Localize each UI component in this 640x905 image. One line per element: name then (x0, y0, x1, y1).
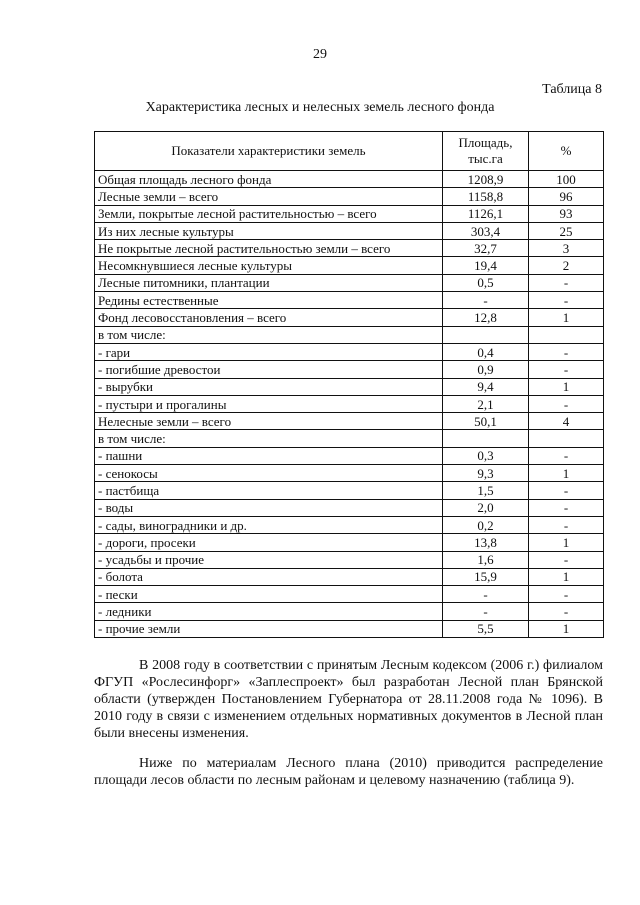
row-percent: 93 (529, 205, 604, 222)
row-label: - пески (95, 586, 443, 603)
table-row (95, 292, 604, 309)
row-label: Земли, покрытые лесной растительностью – всего (95, 205, 443, 222)
page-number: 29 (313, 47, 327, 62)
paragraph-distribution: Ниже по материалам Лесного плана (2010) приводится распределение площади лесов области по лесным районам и целевому назначению (таблица 9). (94, 756, 603, 788)
row-percent: 25 (529, 222, 604, 239)
row-percent (529, 326, 604, 343)
row-area: 12,8 (443, 309, 529, 326)
row-area: 2,0 (443, 499, 529, 516)
row-area: 13,8 (443, 534, 529, 551)
header-percent: % (529, 132, 604, 171)
row-label: - пастбища (95, 482, 443, 499)
table-row (95, 620, 604, 637)
row-percent: - (529, 499, 604, 516)
row-percent: 2 (529, 257, 604, 274)
table-row (95, 378, 604, 395)
row-area: 9,4 (443, 378, 529, 395)
table-row (95, 568, 604, 585)
row-area: 5,5 (443, 620, 529, 637)
row-percent: - (529, 395, 604, 412)
row-label: Лесные земли – всего (95, 188, 443, 205)
table-row (95, 274, 604, 291)
row-percent: 4 (529, 413, 604, 430)
row-percent: - (529, 603, 604, 620)
row-label: Несомкнувшиеся лесные культуры (95, 257, 443, 274)
row-area: - (443, 586, 529, 603)
row-label: - погибшие древостои (95, 361, 443, 378)
row-percent: - (529, 586, 604, 603)
row-area (443, 326, 529, 343)
row-percent: - (529, 482, 604, 499)
table-row (95, 395, 604, 412)
row-percent: 1 (529, 534, 604, 551)
row-percent: 3 (529, 240, 604, 257)
row-label: Общая площадь лесного фонда (95, 171, 443, 188)
row-area: - (443, 603, 529, 620)
paragraph-forest-plan: В 2008 году в соответствии с принятым Лесным кодексом (2006 г.) филиалом ФГУП «Рослесинфорг» «Заплеспроект» был разработан Лесной план Брянской области (утвержден Постановлением Губернатора от 28.11.2008 года № 1096). В 2010 году в связи с изменением отдельных нормативных документов в Лесной план были внесены изменения. (94, 658, 603, 741)
row-percent: 1 (529, 465, 604, 482)
table-row (95, 534, 604, 551)
row-area: 1208,9 (443, 171, 529, 188)
row-area: 1126,1 (443, 205, 529, 222)
row-label: - усадьбы и прочие (95, 551, 443, 568)
land-characteristics-table (94, 131, 604, 638)
header-area: Площадь, тыс.га (443, 132, 529, 171)
table-row (95, 240, 604, 257)
row-label: Не покрытые лесной растительностью земли – всего (95, 240, 443, 257)
row-percent: - (529, 343, 604, 360)
row-area: 0,3 (443, 447, 529, 464)
row-area: 0,2 (443, 516, 529, 533)
table-row (95, 551, 604, 568)
row-percent: 1 (529, 568, 604, 585)
row-area: 1,6 (443, 551, 529, 568)
table-row (95, 171, 604, 188)
row-label: - вырубки (95, 378, 443, 395)
table-row (95, 430, 604, 447)
row-label: - ледники (95, 603, 443, 620)
table-row (95, 516, 604, 533)
row-area: 19,4 (443, 257, 529, 274)
header-indicator: Показатели характеристики земель (95, 132, 443, 171)
table-row (95, 413, 604, 430)
row-label: - болота (95, 568, 443, 585)
row-area: 1158,8 (443, 188, 529, 205)
row-percent: - (529, 361, 604, 378)
row-percent: - (529, 292, 604, 309)
row-percent: - (529, 274, 604, 291)
table-row (95, 205, 604, 222)
row-percent: 1 (529, 309, 604, 326)
table-row (95, 447, 604, 464)
table-body (95, 171, 604, 638)
row-label: Редины естественные (95, 292, 443, 309)
row-label: - пашни (95, 447, 443, 464)
table-header-row (95, 132, 604, 171)
table-row (95, 222, 604, 239)
row-label: - воды (95, 499, 443, 516)
row-percent: 100 (529, 171, 604, 188)
row-label: - гари (95, 343, 443, 360)
row-label: - дороги, просеки (95, 534, 443, 551)
table-title: Характеристика лесных и нелесных земель лесного фонда (145, 100, 495, 115)
row-area: 1,5 (443, 482, 529, 499)
row-label: в том числе: (95, 430, 443, 447)
row-percent: - (529, 516, 604, 533)
table-row (95, 499, 604, 516)
row-area: 9,3 (443, 465, 529, 482)
row-label: Нелесные земли – всего (95, 413, 443, 430)
table-row (95, 257, 604, 274)
row-label: - пустыри и прогалины (95, 395, 443, 412)
table-row (95, 586, 604, 603)
row-label: Из них лесные культуры (95, 222, 443, 239)
row-percent: - (529, 447, 604, 464)
table-row (95, 188, 604, 205)
row-area: 2,1 (443, 395, 529, 412)
table-row (95, 465, 604, 482)
row-area: 15,9 (443, 568, 529, 585)
row-percent (529, 430, 604, 447)
row-percent: 1 (529, 620, 604, 637)
row-area: 303,4 (443, 222, 529, 239)
row-area: 0,5 (443, 274, 529, 291)
table-row (95, 603, 604, 620)
row-area: 0,4 (443, 343, 529, 360)
table-row (95, 482, 604, 499)
row-area (443, 430, 529, 447)
table-row (95, 343, 604, 360)
row-percent: 96 (529, 188, 604, 205)
row-label: - прочие земли (95, 620, 443, 637)
row-label: Фонд лесовосстановления – всего (95, 309, 443, 326)
row-percent: - (529, 551, 604, 568)
row-area: 50,1 (443, 413, 529, 430)
row-area: - (443, 292, 529, 309)
row-percent: 1 (529, 378, 604, 395)
table-row (95, 326, 604, 343)
row-label: в том числе: (95, 326, 443, 343)
row-label: Лесные питомники, плантации (95, 274, 443, 291)
row-label: - сенокосы (95, 465, 443, 482)
row-area: 32,7 (443, 240, 529, 257)
table-row (95, 361, 604, 378)
row-area: 0,9 (443, 361, 529, 378)
row-label: - сады, виноградники и др. (95, 516, 443, 533)
table-row (95, 309, 604, 326)
table-label: Таблица 8 (542, 82, 602, 97)
